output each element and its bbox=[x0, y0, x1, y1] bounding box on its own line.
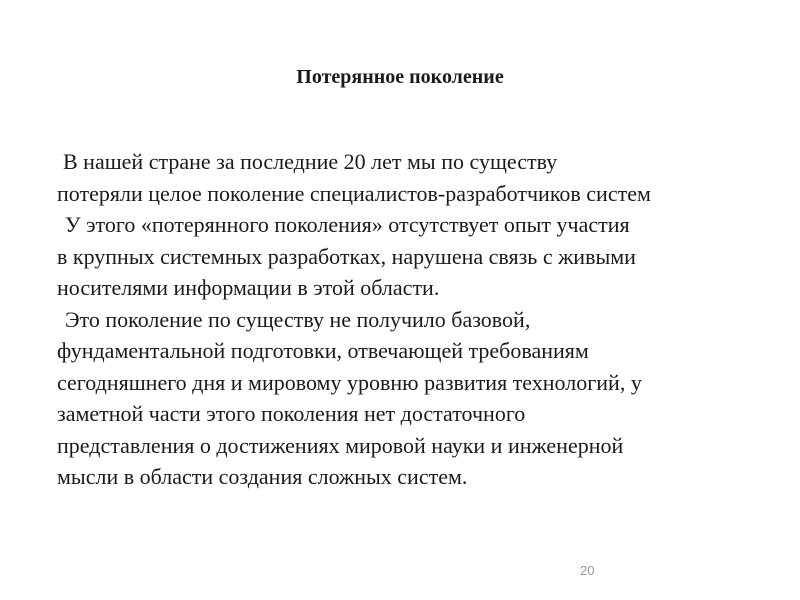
slide-title: Потерянное поколение bbox=[296, 66, 504, 88]
slide-body bbox=[57, 146, 762, 493]
body-line-11: мысли в области создания сложных систем. bbox=[57, 464, 468, 489]
body-line-3: У этого «потерянного поколения» отсутствует опыт участия bbox=[65, 212, 630, 237]
body-line-4: в крупных системных разработках, нарушена связь с живыми bbox=[57, 243, 636, 269]
body-line-7: фундаментальной подготовки, отвечающей требованиям bbox=[57, 338, 589, 363]
body-line-5: носителями информации в этой области. bbox=[57, 275, 440, 300]
body-line-1: В нашей стране за последние 20 лет мы по существу bbox=[63, 149, 558, 174]
body-line-2: потеряли целое поколение специалистов-разработчиков систем bbox=[57, 180, 651, 206]
body-line-8: сегодняшнего дня и мировому уровню развития технологий, у bbox=[57, 369, 642, 395]
body-line-10: представления о достижениях мировой науки и инженерной bbox=[57, 432, 624, 458]
page-number: 20 bbox=[580, 563, 595, 578]
body-line-9: заметной части этого поколения нет достаточного bbox=[57, 401, 526, 426]
body-line-6: Это поколение по существу не получило базовой, bbox=[65, 306, 531, 332]
